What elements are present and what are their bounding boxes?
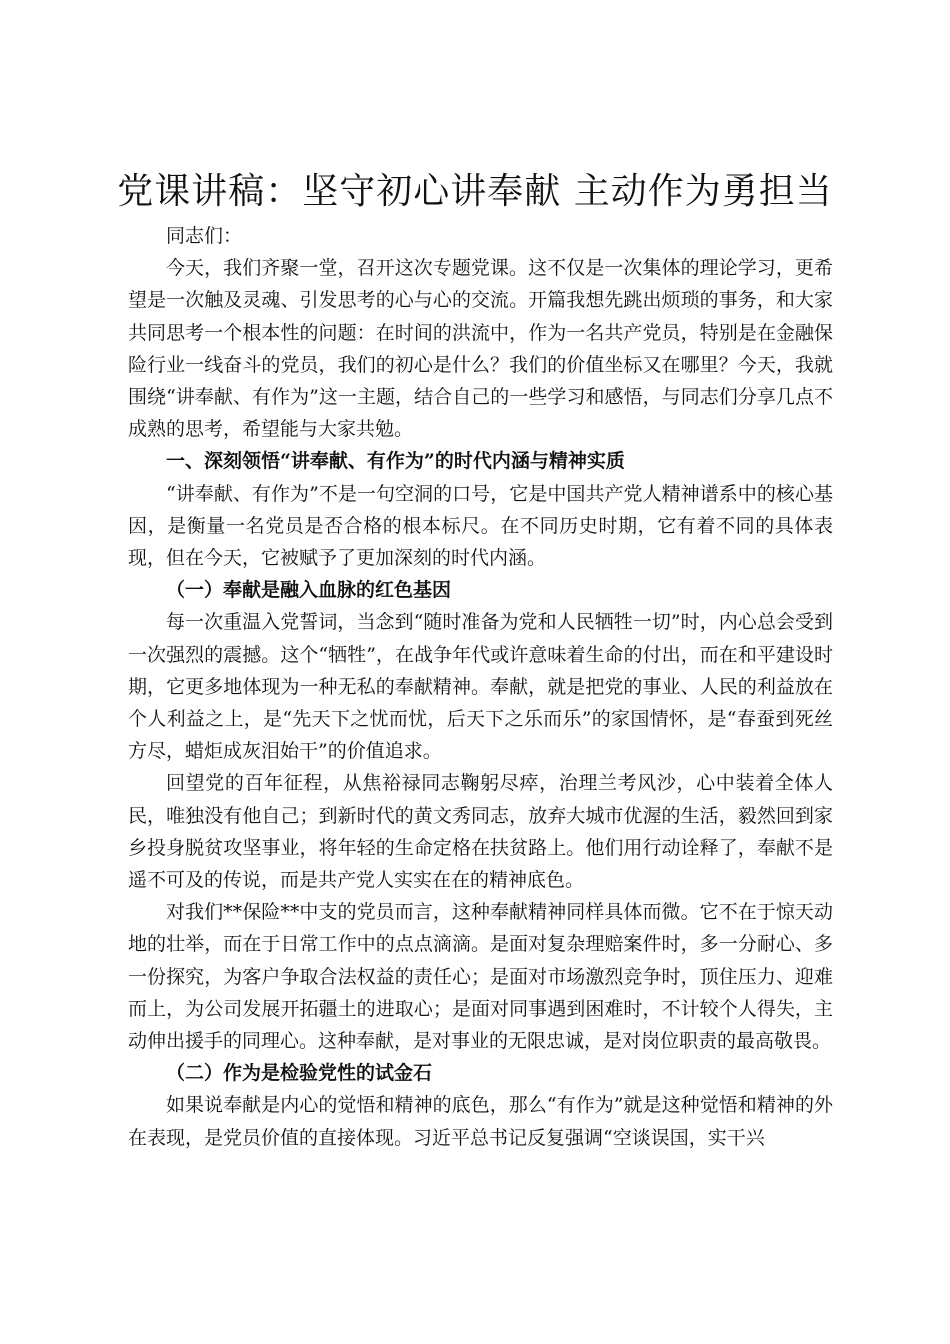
- section-heading-1: 一、深刻领悟“讲奉献、有作为”的时代内涵与精神实质: [166, 450, 625, 473]
- paragraph-oath: 每一次重温入党誓词，当念到“随时准备为党和人民牺牲一切”时，内心总会受到一次强烈的震撼。这个“牺牲”，在战争年代或许意味着生命的付出，而在和平建设时期，它更多地体现为一种无私的奉献精神。奉献，就是把党的事业、人民的利益放在个人利益之上，是“先天下之忧而忧，后天下之乐而乐”的家国情怀，是“春蚕到死丝方尽，蜡炬成灰泪始干”的价值追求。: [128, 611, 833, 763]
- salutation: 同志们：: [166, 225, 243, 247]
- paragraph-intro: 今天，我们齐聚一堂，召开这次专题党课。这不仅是一次集体的理论学习，更希望是一次触及灵魂、引发思考的心与心的交流。开篇我想先跳出烦琐的事务，和大家共同思考一个根本性的问题：在时间的洪流中，作为一名共产党员，特别是在金融保险行业一线奋斗的党员，我们的初心是什么？我们的价值坐标又在哪里？今天，我就围绕“讲奉献、有作为”这一主题，结合自己的一些学习和感悟，与同志们分享几点不成熟的思考，希望能与大家共勉。: [128, 257, 833, 441]
- paragraph-history: 回望党的百年征程，从焦裕禄同志鞠躬尽瘁，治理兰考风沙，心中装着全体人民，唯独没有他自己；到新时代的黄文秀同志，放弃大城市优渥的生活，毅然回到家乡投身脱贫攻坚事业，将年轻的生命定格在扶贫路上。他们用行动诠释了，奉献不是遥不可及的传说，而是共产党人实实在在的精神底色。: [128, 772, 833, 892]
- subsection-heading-1: （一）奉献是融入血脉的红色基因: [166, 579, 452, 602]
- subsection-heading-2: （二）作为是检验党性的试金石: [166, 1062, 433, 1085]
- document-body: [128, 220, 833, 1154]
- document-title: 党课讲稿：坚守初心讲奉献 主动作为勇担当: [117, 171, 833, 212]
- paragraph-action: 如果说奉献是内心的觉悟和精神的底色，那么“有作为”就是这种觉悟和精神的外在表现，是党员价值的直接体现。习近平总书记反复强调“空谈误国，实干兴: [128, 1094, 833, 1149]
- paragraph-section-1-intro: “讲奉献、有作为”不是一句空洞的口号，它是中国共产党人精神谱系中的核心基因，是衡量一名党员是否合格的根本标尺。在不同历史时期，它有着不同的具体表现，但在今天，它被赋予了更加深刻的时代内涵。: [128, 482, 833, 570]
- paragraph-insurance: 对我们**保险**中支的党员而言，这种奉献精神同样具体而微。它不在于惊天动地的壮举，而在于日常工作中的点点滴滴。是面对复杂理赔案件时，多一分耐心、多一份探究，为客户争取合法权益的责任心；是面对市场激烈竞争时，顶住压力、迎难而上，为公司发展开拓疆土的进取心；是面对同事遇到困难时，不计较个人得失，主动伸出援手的同理心。这种奉献，是对事业的无限忠诚，是对岗位职责的最高敬畏。: [128, 901, 833, 1053]
